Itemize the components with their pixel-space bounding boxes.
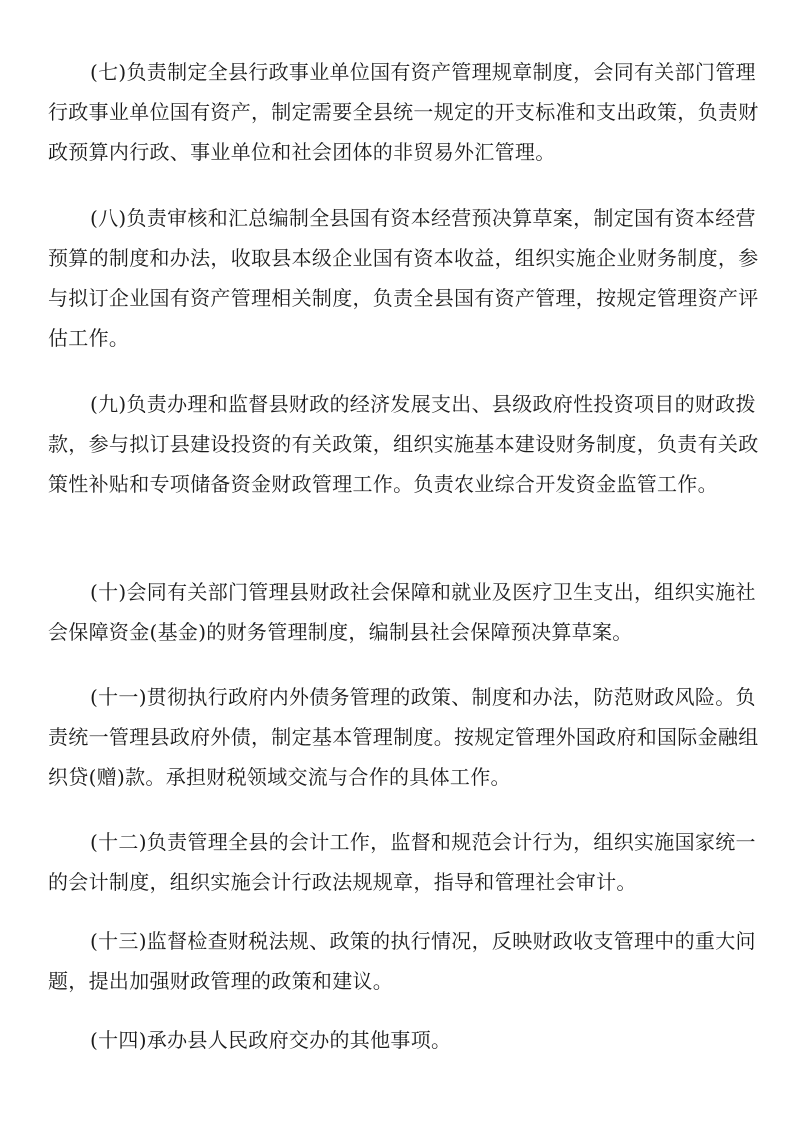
paragraph-item-12: (十二)负责管理全县的会计工作，监督和规范会计行为，组织实施国家统一的会计制度，组织实施会计行政法规规章，指导和管理社会审计。 — [48, 830, 756, 894]
paragraph-item-8: (八)负责审核和汇总编制全县国有资本经营预决算草案，制定国有资本经营预算的制度和办法，收取县本级企业国有资本收益，组织实施企业财务制度，参与拟订企业国有资产管理相关制度，负责全县国有资产管理，按规定管理资产评估工作。 — [48, 206, 759, 350]
paragraph-item-9: (九)负责办理和监督县财政的经济发展支出、县级政府性投资项目的财政拨款，参与拟订县建设投资的有关政策，组织实施基本建设财务制度，负责有关政策性补贴和专项储备资金财政管理工作。负责农业综合开发资金监管工作。 — [48, 392, 759, 496]
paragraph-item-13: (十三)监督检查财税法规、政策的执行情况，反映财政收支管理中的重大问题，提出加强财政管理的政策和建议。 — [48, 929, 756, 993]
paragraph-item-11: (十一)贯彻执行政府内外债务管理的政策、制度和办法，防范财政风险。负责统一管理县政府外债，制定基本管理制度。按规定管理外国政府和国际金融组织贷(赠)款。承担财税领域交流与合作的具体工作。 — [48, 685, 759, 789]
paragraph-item-14: (十四)承办县人民政府交办的其他事项。 — [90, 1028, 452, 1052]
paragraph-item-7: (七)负责制定全县行政事业单位国有资产管理规章制度，会同有关部门管理行政事业单位国有资产，制定需要全县统一规定的开支标准和支出政策，负责财政预算内行政、事业单位和社会团体的非贸易外汇管理。 — [48, 60, 759, 164]
paragraph-item-10: (十)会同有关部门管理县财政社会保障和就业及医疗卫生支出，组织实施社会保障资金(基金)的财务管理制度，编制县社会保障预决算草案。 — [48, 580, 756, 644]
